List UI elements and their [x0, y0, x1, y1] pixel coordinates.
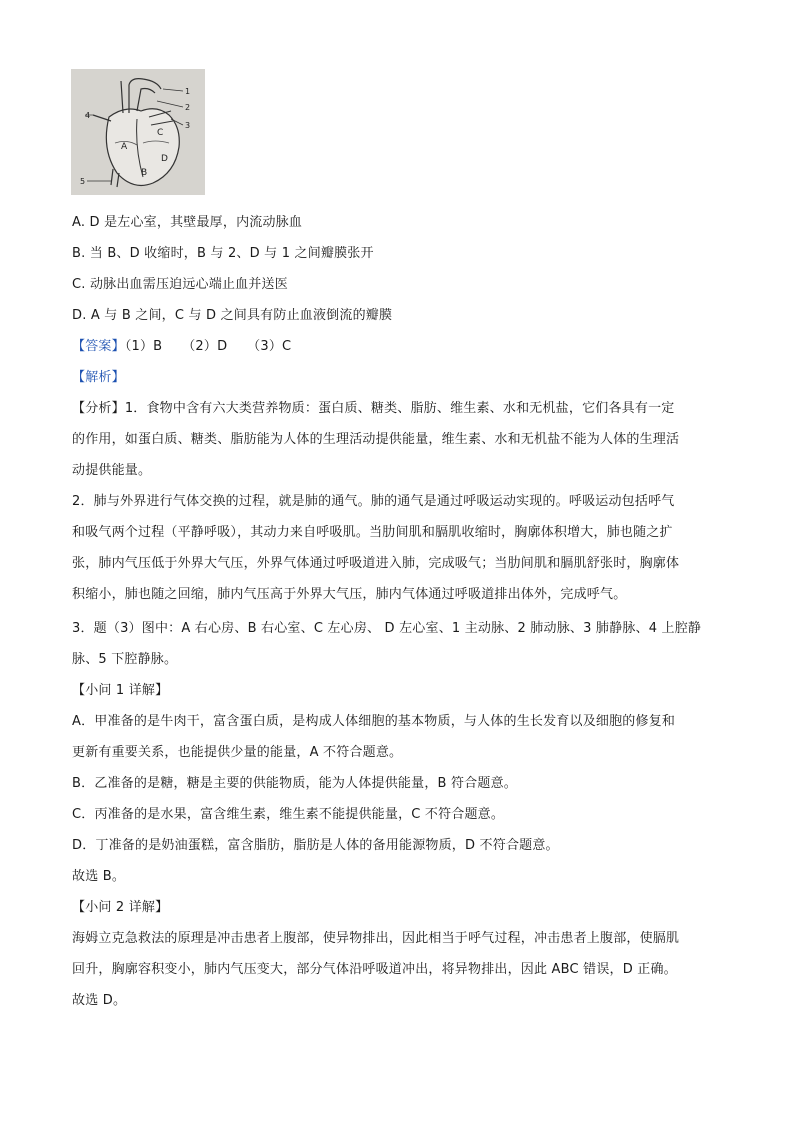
q1-line-5: D．丁准备的是奶油蛋糕，富含脂肪，脂肪是人体的备用能源物质，D 不符合题意。 [72, 838, 559, 853]
option-c: C. 动脉出血需压迫远心端止血并送医 [72, 277, 288, 292]
q1-line-2: 更新有重要关系，也能提供少量的能量，A 不符合题意。 [72, 745, 403, 760]
q1-heading: 【小问 1 详解】 [72, 683, 169, 698]
heart-diagram-figure [71, 69, 205, 195]
heart-diagram [71, 69, 205, 195]
label-3: 3 [185, 121, 191, 130]
label-5: 5 [80, 177, 86, 186]
q2-line-3: 故选 D。 [72, 993, 127, 1008]
q1-line-4: C．丙准备的是水果，富含维生素，维生素不能提供能量，C 不符合题意。 [72, 807, 505, 822]
q2-line-1: 海姆立克急救法的原理是冲击患者上腹部，使异物排出，因此相当于呼气过程，冲击患者上腹部，使膈肌 [72, 931, 680, 946]
analysis-line-1 [72, 401, 674, 417]
option-d: D. A 与 B 之间，C 与 D 之间具有防止血液倒流的瓣膜 [72, 308, 393, 323]
analysis-line-8: 3．题（3）图中：A 右心房、B 右心室、C 左心房、 D 左心室、1 主动脉、2 肺动脉、3 肺静脉、4 上腔静 [72, 621, 702, 636]
analysis-heading: 【解析】 [72, 370, 125, 385]
label-C: C [157, 128, 164, 138]
analysis-line-4: 2．肺与外界进行气体交换的过程，就是肺的通气。肺的通气是通过呼吸运动实现的。呼吸运动包括呼气 [72, 494, 675, 509]
label-1: 1 [185, 87, 191, 96]
label-A: A [121, 142, 128, 152]
label-D: D [161, 154, 168, 164]
q1-line-6: 故选 B。 [72, 869, 126, 884]
answer-text: （1）B （2）D （3）C [124, 339, 292, 354]
analysis-line-7: 积缩小，肺也随之回缩，肺内气压高于外界大气压，肺内气体通过呼吸道排出体外，完成呼气。 [72, 587, 627, 602]
q1-line-1: A．甲准备的是牛肉干，富含蛋白质，是构成人体细胞的基本物质，与人体的生长发育以及细胞的修复和 [72, 714, 676, 729]
analysis-tag: 【分析】 [72, 401, 125, 416]
analysis-line-6: 张，肺内气压低于外界大气压，外界气体通过呼吸道进入肺，完成吸气；当肋间肌和膈肌舒张时，胸廓体 [72, 556, 680, 571]
label-2: 2 [185, 103, 191, 112]
answer-line [72, 339, 291, 355]
analysis-line-3: 动提供能量。 [72, 463, 152, 478]
label-4: 4 [85, 111, 91, 120]
answer-tag: 【答案】 [72, 339, 125, 354]
q1-line-3: B．乙准备的是糖，糖是主要的供能物质，能为人体提供能量，B 符合题意。 [72, 776, 517, 791]
q2-line-2: 回升，胸廓容积变小，肺内气压变大，部分气体沿呼吸道冲出，将异物排出，因此 ABC 错误，D 正确。 [72, 962, 677, 977]
analysis-line-5: 和吸气两个过程（平静呼吸），其动力来自呼吸肌。当肋间肌和膈肌收缩时，胸廓体积增大，肺也随之扩 [72, 525, 673, 540]
q2-heading: 【小问 2 详解】 [72, 900, 169, 915]
option-a: A. D 是左心室，其壁最厚，内流动脉血 [72, 215, 303, 230]
option-b: B. 当 B、D 收缩时，B 与 2、D 与 1 之间瓣膜张开 [72, 246, 374, 261]
analysis-line-2: 的作用，如蛋白质、糖类、脂肪能为人体的生理活动提供能量，维生素、水和无机盐不能为人体的生理活 [72, 432, 680, 447]
analysis-text-1: 1．食物中含有六大类营养物质：蛋白质、糖类、脂肪、维生素、水和无机盐，它们各具有一定 [124, 401, 675, 416]
analysis-line-9: 脉、5 下腔静脉。 [72, 652, 178, 667]
label-B: B [141, 168, 148, 178]
